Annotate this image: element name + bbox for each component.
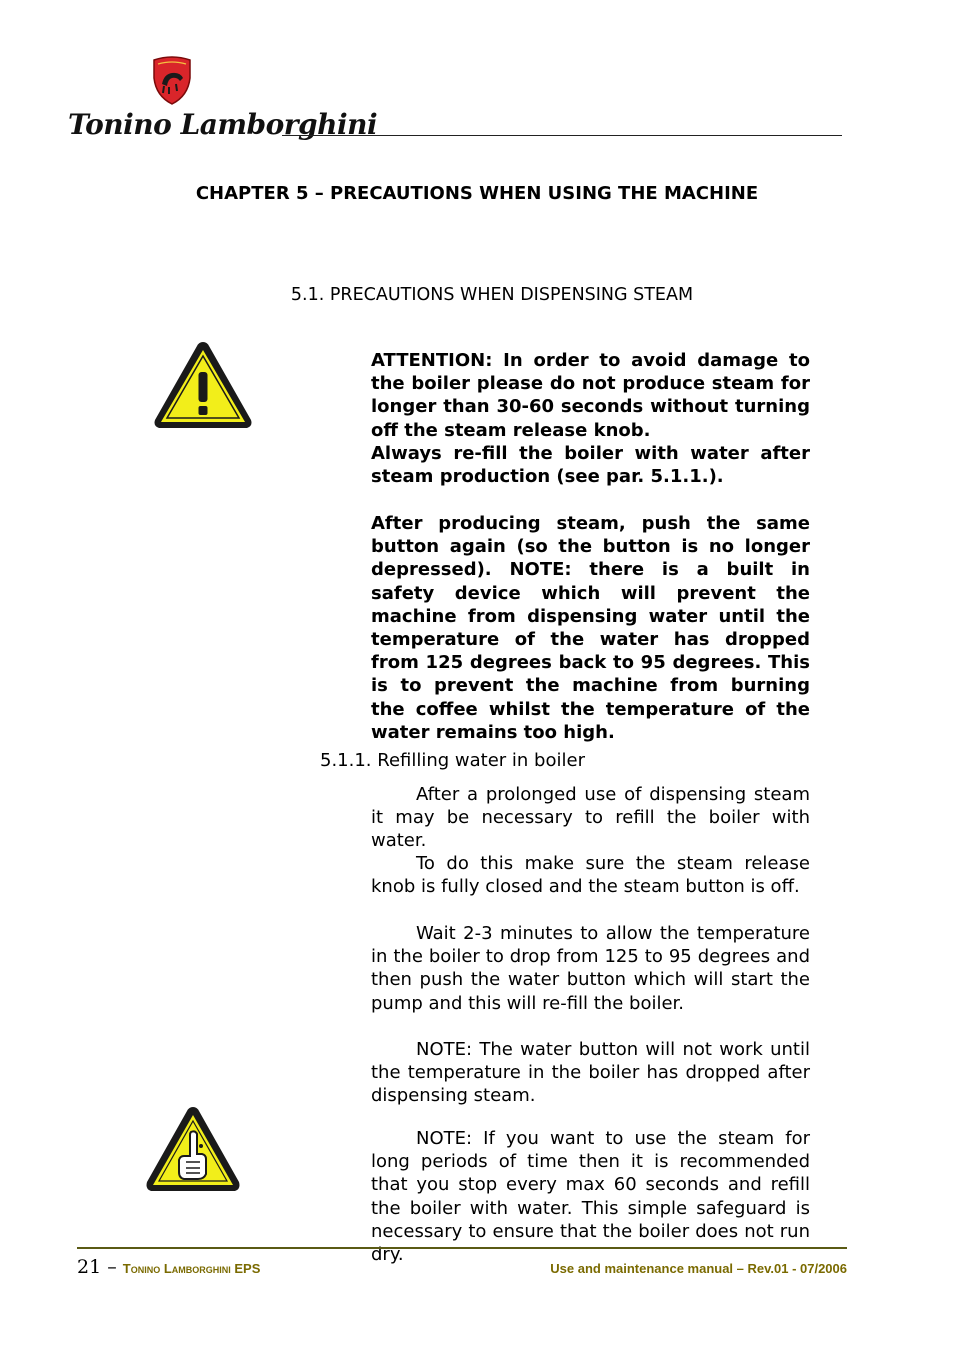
body-block [371,783,810,853]
after-steam-block [371,512,810,744]
body-paragraph: After a prolonged use of dispensing steam it may be necessary to refill the boiler with water. [371,784,810,852]
pointing-hand-note-icon [142,1104,244,1196]
body-paragraph: NOTE: If you want to use the steam for long periods of time then it is recommended that you stop every max 60 seconds and refill the boiler with water. This simple safeguard is necessary to ensure that the boiler does not run dry. [371,1128,810,1266]
body-block [371,1127,810,1266]
footer-left [77,1256,260,1278]
attention-paragraph: ATTENTION: In order to avoid damage to the boiler please do not produce steam for longer than 30-60 seconds without turning off the steam release knob. [371,350,810,441]
body-block [371,1038,810,1108]
after-steam-paragraph: After producing steam, push the same button again (so the button is no longer depressed). NOTE: there is a built in safety device which will prevent the machine from dispensing water until the temperature of the water has dropped from 125 degrees back to 95 degrees. This is to prevent the machine from burning the coffee whilst the temperature of the water remains too high. [371,513,810,743]
bull-shield-logo [150,56,194,106]
brand-wordmark: Tonino Lamborghini [68,108,378,141]
refill-reminder: Always re-fill the boiler with water after steam production (see par. 5.1.1.). [371,442,810,488]
warning-exclamation-icon [150,338,256,434]
body-paragraph: NOTE: The water button will not work until the temperature in the boiler has dropped after dispensing steam. [371,1039,810,1107]
body-block [371,922,810,1015]
subsection-title: 5.1.1. Refilling water in boiler [320,750,585,771]
body-block [371,852,810,898]
footer-manual-info: Use and maintenance manual – Rev.01 - 07/2006 [550,1261,847,1276]
section-title: 5.1. PRECAUTIONS WHEN DISPENSING STEAM [290,285,694,305]
attention-block [371,349,810,488]
chapter-title: CHAPTER 5 – PRECAUTIONS WHEN USING THE MACHINE [195,183,759,204]
body-paragraph: Wait 2-3 minutes to allow the temperature in the boiler to drop from 125 to 95 degrees and then push the water button which will start the pump and this will re-fill the boiler. [371,923,810,1014]
body-paragraph: To do this make sure the steam release knob is fully closed and the steam button is off. [371,853,810,898]
footer-brand: Tonino Lamborghini EPS [122,1261,261,1276]
footer-rule [77,1247,847,1249]
page-number: 21 – [77,1256,117,1278]
header-rule [282,135,842,136]
